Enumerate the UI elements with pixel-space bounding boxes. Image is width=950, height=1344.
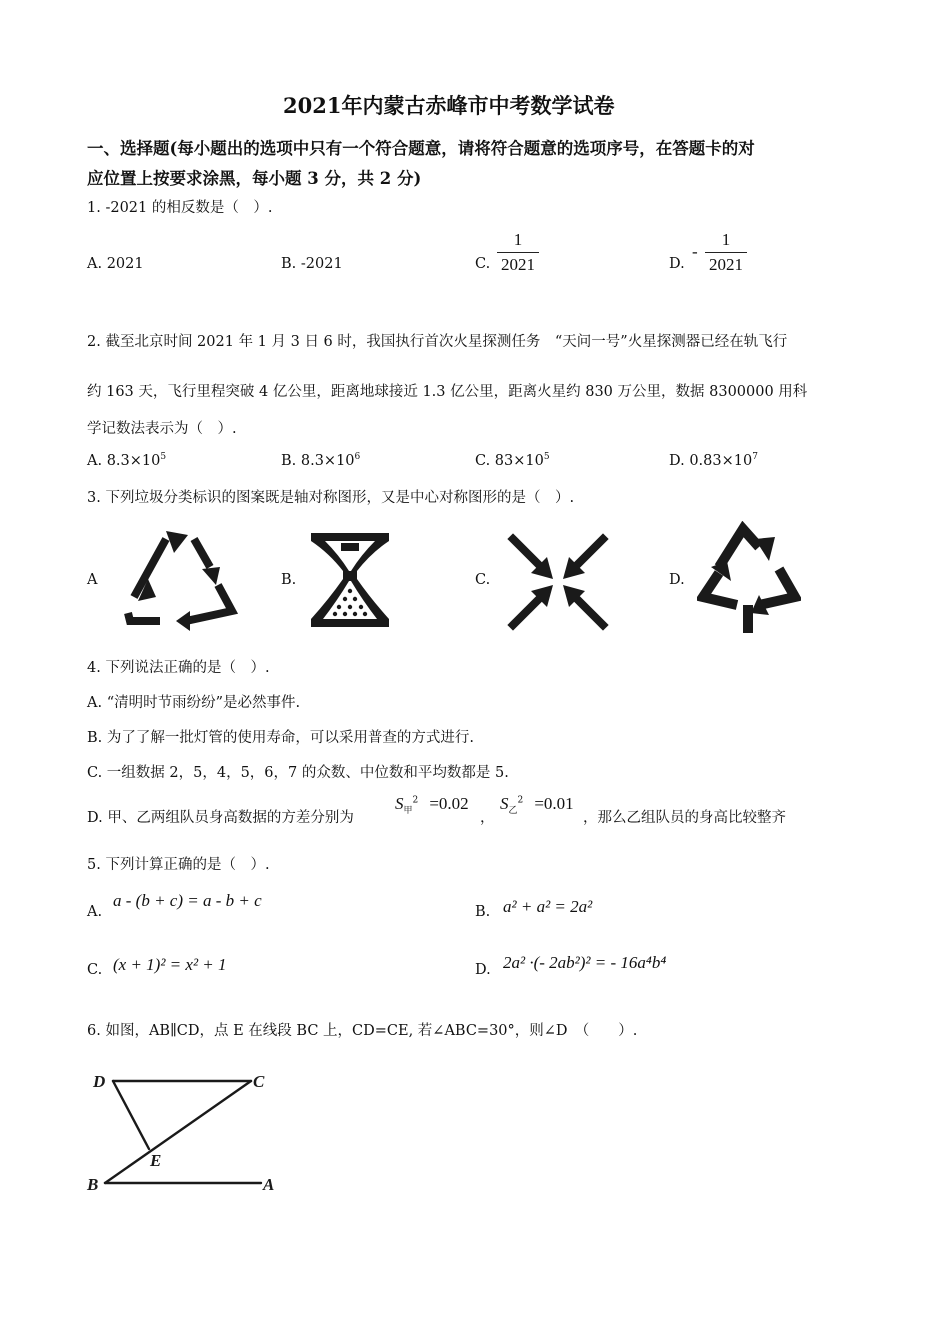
q1-option-d-label: D. (669, 256, 685, 272)
q1-c-numerator: 1 (513, 230, 523, 249)
q5-option-b-label: B. (475, 904, 491, 920)
point-label-e: E (150, 1151, 162, 1170)
q5-option-a-label: A. (87, 904, 103, 920)
q4-variance-yi (500, 794, 574, 816)
point-label-a: A (263, 1175, 275, 1194)
q3-option-c-label: C. (475, 572, 491, 588)
page-title: 2021年内蒙古赤峰市中考数学试卷 (283, 93, 615, 118)
q1-option-c-fraction (497, 230, 539, 275)
q1-option-a: A. 2021 (87, 256, 144, 272)
q2-c-exp: 5 (543, 452, 550, 462)
q2-c-base: C. 83×10 (475, 452, 544, 469)
q3-option-d-label: D. (669, 572, 685, 588)
q4-s-symbol-1: S (395, 794, 404, 813)
q3-option-a-label: A (87, 572, 98, 588)
q4-option-b: B. 为了了解一批灯管的使用寿命，可以采用普查的方式进行. (87, 730, 474, 746)
q4-s-symbol-2: S (500, 794, 509, 813)
q5-option-a-expr: a - (b + c) = a - b + c (113, 891, 262, 910)
q3-stem: 3. 下列垃圾分类标识的图案既是轴对称图形，又是中心对称图形的是（ ）. (87, 490, 575, 506)
q4-separator: ， (480, 810, 495, 826)
q4-variance-jia (395, 794, 469, 816)
q4-value-1: =0.02 (429, 794, 469, 813)
q5-option-b-expr: a² + a² = 2a² (503, 897, 593, 916)
q2-option-c (475, 452, 550, 469)
q1-c-denominator: 2021 (501, 255, 535, 274)
q4-square-1: 2 (412, 795, 419, 806)
q4-stem: 4. 下列说法正确的是（ ）. (87, 660, 270, 676)
q4-sub-yi: 乙 (508, 806, 518, 817)
q6-stem: 6. 如图，AB∥CD，点 E 在线段 BC 上，CD=CE, 若∠ABC=30°，则∠D （ ）. (87, 1023, 638, 1039)
q2-option-b (281, 452, 360, 469)
recycle-arrows-icon (697, 521, 801, 635)
q2-option-a (87, 452, 166, 469)
q6-geometry-figure (85, 1065, 300, 1200)
q1-option-c-label: C. (475, 256, 491, 272)
section-header-line1: 一、选择题(每小题出的选项中只有一个符合题意，请将符合题意的选项序号，在答题卡的对 (87, 139, 755, 158)
q1-d-numerator: 1 (721, 230, 731, 249)
q4-option-c: C. 一组数据 2，5，4，5，6，7 的众数、中位数和平均数都是 5. (87, 765, 509, 781)
q1-d-minus: - (692, 242, 698, 261)
point-label-b: B (87, 1175, 99, 1194)
q4-option-d-suffix: ，那么乙组队员的身高比较整齐 (583, 810, 786, 826)
q5-option-d-label: D. (475, 962, 491, 978)
q2-b-exp: 6 (354, 452, 361, 462)
point-label-c: C (253, 1072, 265, 1091)
q4-option-d-prefix: D. 甲、乙两组队员身高数据的方差分别为 (87, 810, 354, 826)
q5-option-d-expr: 2a² ·(- 2ab²)² = - 16a⁴b⁴ (503, 953, 667, 972)
q2-a-exp: 5 (160, 452, 167, 462)
q2-b-base: B. 8.3×10 (281, 452, 355, 469)
q1-stem: 1. -2021 的相反数是（ ）. (87, 200, 273, 216)
q1-option-d-fraction (705, 230, 747, 275)
q2-d-base: D. 0.83×10 (669, 452, 753, 469)
q2-option-d (669, 452, 758, 469)
q4-square-2: 2 (517, 795, 524, 806)
q4-value-2: =0.01 (534, 794, 574, 813)
fraction-bar (705, 252, 747, 253)
q5-option-c-expr: (x + 1)² = x² + 1 (113, 955, 227, 974)
point-label-d: D (93, 1072, 106, 1091)
inward-arrows-icon (507, 533, 609, 631)
q2-stem-line2: 约 163 天，飞行里程突破 4 亿公里，距离地球接近 1.3 亿公里，距离火星约 830 万公里，数据 8300000 用科 (87, 384, 808, 400)
section-header-line2: 应位置上按要求涂黑，每小题 3 分，共 2 分) (87, 169, 422, 188)
q1-option-b: B. -2021 (281, 256, 343, 272)
q2-stem-line3: 学记数法表示为（ ）. (87, 421, 237, 437)
q5-option-c-label: C. (87, 962, 103, 978)
recycle-triangle-icon (120, 527, 240, 631)
q3-option-b-label: B. (281, 572, 297, 588)
q4-option-a: A. “清明时节雨纷纷”是必然事件. (87, 695, 301, 711)
q2-d-exp: 7 (752, 452, 758, 462)
q2-stem-line1: 2. 截至北京时间 2021 年 1 月 3 日 6 时，我国执行首次火星探测任务 “天问一号”火星探测器已经在轨飞行 (87, 334, 788, 350)
q4-sub-jia: 甲 (403, 806, 413, 817)
q5-stem: 5. 下列计算正确的是（ ）. (87, 857, 270, 873)
q2-a-base: A. 8.3×10 (87, 452, 161, 469)
fraction-bar (497, 252, 539, 253)
q1-d-denominator: 2021 (709, 255, 743, 274)
hourglass-flask-icon (305, 527, 395, 631)
